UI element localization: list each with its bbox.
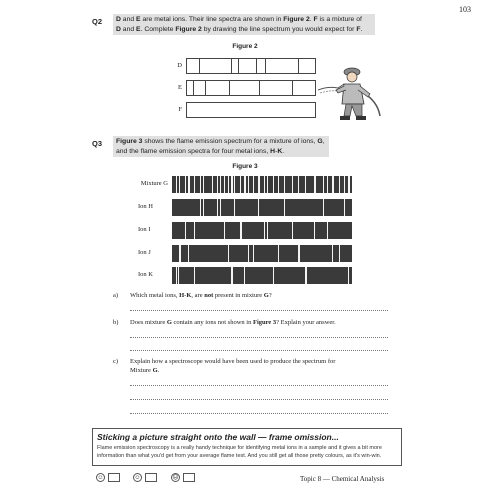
emission-line	[248, 176, 249, 193]
emission-line	[258, 199, 259, 216]
emission-line	[264, 222, 265, 239]
spectrum-strip-ion-k	[172, 267, 352, 284]
figure-2-title: Figure 2	[232, 43, 258, 50]
emission-line	[253, 245, 254, 262]
spectrum-line-e	[205, 81, 206, 95]
happy-face-icon: ☺	[97, 475, 104, 481]
part-c-letter: c)	[113, 358, 119, 365]
emission-line	[298, 245, 300, 262]
b-p2: contain any ions not shown in	[171, 319, 253, 326]
q2-number: Q2	[92, 17, 103, 26]
part-b-answer-line-2[interactable]	[130, 350, 388, 351]
q3-a1: shows the flame emission spectrum for a mixture of ions,	[142, 138, 318, 145]
row-label-ion-j: Ion J	[138, 249, 151, 256]
emission-line	[234, 176, 235, 193]
page-number: 103	[459, 5, 471, 14]
confidence-checkbox-sad[interactable]	[183, 473, 195, 482]
part-c-answer-line-2[interactable]	[130, 399, 388, 400]
a-p1: H	[179, 292, 185, 299]
spectrum-label-f: F	[178, 106, 182, 113]
emission-line	[185, 176, 186, 193]
q2-t6: F	[313, 16, 318, 23]
spectrum-line-e	[292, 81, 293, 95]
spectrum-line-e	[193, 81, 194, 95]
part-c-answer-line-1[interactable]	[130, 385, 388, 386]
emission-line	[231, 176, 233, 193]
emission-line	[228, 176, 229, 193]
row-label-mixture-g: Mixture G	[140, 180, 168, 187]
part-a-letter: a)	[113, 292, 119, 299]
emission-line	[314, 222, 315, 239]
c-p2: .	[157, 367, 160, 374]
emission-line	[194, 267, 195, 284]
part-b-letter: b)	[113, 319, 119, 326]
emission-line	[273, 176, 275, 193]
emission-line	[244, 267, 245, 284]
emission-line	[314, 176, 316, 193]
q3-a3: ,	[322, 138, 325, 145]
spectrum-label-d: D	[177, 62, 182, 69]
q2-u2: E	[136, 25, 141, 33]
confidence-checkbox-neutral[interactable]	[145, 473, 157, 482]
emission-line	[178, 267, 179, 284]
q3-a0: Figure 3	[116, 138, 143, 145]
emission-line	[292, 176, 294, 193]
spectrum-line-d	[298, 59, 299, 73]
b-p3: Figure 3	[252, 319, 277, 326]
c-p1: G	[152, 367, 158, 374]
emission-line	[231, 267, 233, 284]
a-p7: G	[263, 292, 269, 299]
emission-line	[179, 176, 180, 193]
emission-line	[339, 176, 340, 193]
emission-line	[332, 176, 334, 193]
spectrum-strip-d	[186, 58, 316, 74]
emission-line	[344, 176, 345, 193]
q2-u4: Figure 2	[175, 25, 202, 33]
a-p5: not	[204, 292, 214, 299]
a-p4: , are	[191, 292, 205, 299]
spectrum-line-d	[231, 59, 232, 73]
emission-line	[220, 176, 222, 193]
emission-line	[212, 176, 213, 193]
part-a-answer-line[interactable]	[130, 310, 388, 311]
spectrum-strip-mixture-g	[172, 176, 352, 193]
emission-line	[292, 222, 294, 239]
emission-line	[224, 222, 225, 239]
q3-b0: and the flame emission spectra for four metal ions,	[116, 147, 271, 155]
emission-line	[220, 199, 222, 216]
spectrum-strip-ion-h	[172, 199, 352, 216]
emission-line	[248, 245, 250, 262]
emission-line	[267, 222, 268, 239]
spectrum-strip-ion-i	[172, 222, 352, 239]
emission-line	[332, 245, 333, 262]
emission-line	[348, 267, 349, 284]
emission-line	[188, 245, 189, 262]
spectrum-label-e: E	[178, 84, 182, 91]
a-p6: present in mixture	[213, 292, 264, 299]
emission-line	[200, 176, 201, 193]
q3-number: Q3	[92, 139, 103, 148]
emission-line	[284, 199, 286, 216]
row-label-ion-i: Ion I	[138, 226, 151, 233]
emission-line	[217, 176, 218, 193]
emission-line	[267, 176, 268, 193]
a-p3: K	[186, 292, 192, 299]
emission-line	[344, 199, 345, 216]
q3-text	[113, 136, 329, 157]
spectrum-line-e	[259, 81, 260, 95]
b-p0: Does mixture	[130, 319, 167, 326]
emission-line	[203, 199, 204, 216]
b-p4: ? Explain your answer.	[276, 319, 336, 326]
emission-line	[224, 176, 225, 193]
tip-title: Sticking a picture straight onto the wall — frame omission...	[97, 432, 339, 442]
emission-line	[327, 176, 328, 193]
spectrum-strip-f-answer[interactable]	[186, 102, 316, 118]
q2-u0: D	[116, 25, 121, 33]
q2-u5: by drawing the line spectrum you would expect for	[201, 25, 357, 33]
emission-line	[176, 267, 178, 284]
emission-line	[228, 245, 229, 262]
emission-line	[278, 245, 279, 262]
confidence-checkbox-happy[interactable]	[108, 473, 120, 482]
part-c-answer-line-3[interactable]	[130, 413, 388, 414]
part-a-question	[130, 291, 370, 300]
emission-line	[273, 267, 274, 284]
footer-topic: Topic 8 — Chemical Analysis	[300, 475, 385, 483]
emission-line	[278, 176, 279, 193]
q2-text	[113, 14, 375, 35]
q2-t0: D	[116, 16, 121, 23]
q2-t2: E	[136, 16, 141, 23]
emission-line	[284, 176, 285, 193]
spectrum-strip-ion-j	[172, 245, 352, 262]
tip-line-1: Flame emission spectroscopy is a really handy technique for identifying metal ions in a sample and it gives a bit more	[97, 445, 382, 451]
part-b-question	[130, 318, 388, 327]
emission-line	[253, 176, 254, 193]
spectrum-line-d	[265, 59, 266, 73]
emission-line	[217, 199, 218, 216]
emission-line	[323, 176, 324, 193]
q3-b2: -	[275, 147, 278, 155]
emission-line	[194, 222, 195, 239]
q2-u7: .	[360, 25, 363, 33]
b-p1: G	[166, 319, 172, 326]
q2-t7: is a mixture of	[317, 16, 362, 23]
emission-line	[234, 199, 235, 216]
neutral-face-icon: ☺	[134, 475, 141, 481]
sad-face-icon: ☹	[172, 475, 179, 481]
emission-line	[348, 176, 350, 193]
spectrum-strip-e	[186, 80, 316, 96]
emission-line	[240, 222, 242, 239]
figure-3-title: Figure 3	[232, 163, 258, 170]
a-p2: -	[184, 292, 187, 299]
emission-line	[244, 176, 246, 193]
part-b-answer-line-1[interactable]	[130, 337, 388, 338]
emission-line	[327, 222, 328, 239]
emission-line	[203, 176, 205, 193]
a-p8: ?	[268, 292, 272, 299]
q2-t1: and	[120, 16, 137, 23]
q3-a2: G	[317, 138, 323, 145]
emission-line	[188, 176, 190, 193]
emission-line	[185, 222, 187, 239]
a-p0: Which metal ions,	[130, 292, 180, 299]
tip-line-2: information than what you'd get from your average flame test. And you still get all those pretty colours, as it's win-win.	[97, 452, 382, 459]
emission-line	[339, 245, 340, 262]
emission-line	[258, 176, 260, 193]
row-label-ion-h: Ion H	[138, 203, 153, 210]
emission-line	[179, 245, 181, 262]
spectrum-line-d	[256, 59, 257, 73]
q3-b3: K	[277, 147, 283, 155]
emission-line	[305, 267, 307, 284]
c-p0: Mixture	[130, 367, 153, 374]
spectrum-line-e	[229, 81, 230, 95]
emission-line	[194, 176, 195, 193]
q3-b1: H	[270, 147, 276, 155]
emission-line	[240, 176, 241, 193]
spectrum-line-d	[238, 59, 239, 73]
firefighter-cartoon-illustration	[318, 60, 388, 122]
emission-line	[298, 176, 299, 193]
part-c-question	[130, 357, 388, 375]
q2-t5: .	[309, 16, 314, 23]
q2-t4: Figure 2	[283, 16, 310, 23]
emission-line	[305, 176, 306, 193]
emission-line	[200, 199, 202, 216]
q2-u3: . Complete	[140, 25, 176, 33]
q2-u1: and	[120, 25, 137, 33]
q2-t3: are metal ions. Their line spectra are shown in	[140, 16, 284, 23]
spectrum-line-d	[199, 59, 200, 73]
q2-u6: F	[356, 25, 361, 33]
emission-line	[176, 176, 178, 193]
emission-line	[323, 199, 324, 216]
q3-b4: .	[282, 147, 285, 155]
emission-line	[264, 176, 265, 193]
c-line1: Explain how a spectroscope would have been used to produce the spectrum for	[130, 358, 336, 365]
row-label-ion-k: Ion K	[138, 271, 153, 278]
tip-text	[97, 445, 397, 460]
